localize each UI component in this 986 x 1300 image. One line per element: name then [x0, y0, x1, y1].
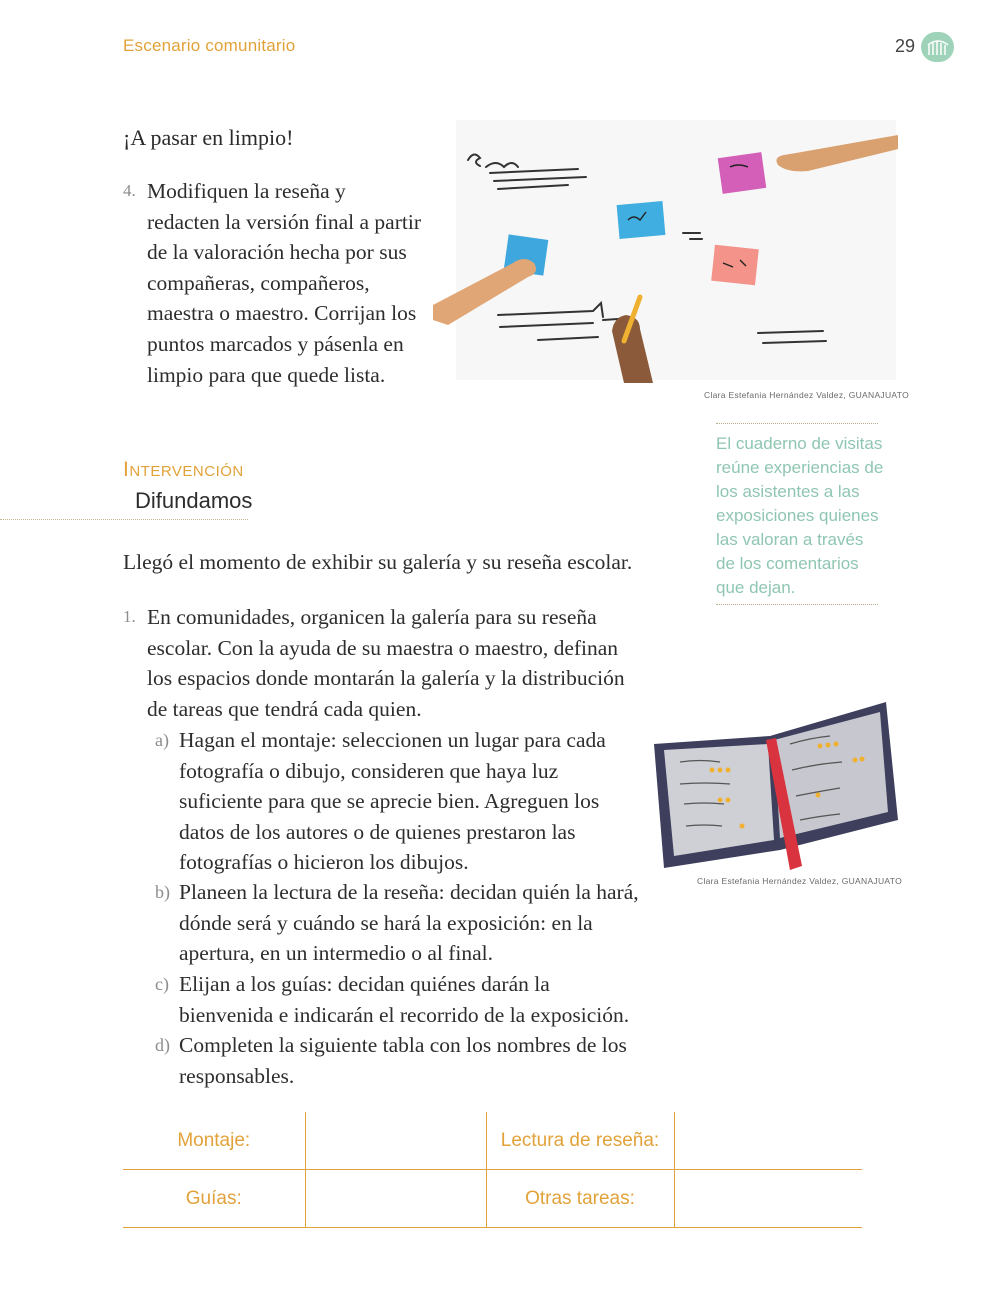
table-label: Otras tareas: — [486, 1170, 674, 1228]
table-row — [123, 1112, 862, 1170]
item-text: Modifiquen la reseña y redacten la versión final a partir de la valoración hecha por sus compañeras, compañeros, maestra o maestro. Corrijan los puntos marcados y pásenla en limpio para que quede lista. — [147, 179, 421, 387]
activity-item-1 — [123, 602, 643, 724]
table-label: Guías: — [123, 1170, 305, 1228]
item-number: 4. — [123, 181, 136, 200]
guest-book-illustration — [650, 700, 900, 872]
table-label: Lectura de reseña: — [486, 1112, 674, 1170]
side-note: El cuaderno de visitas reúne experiencias de los asistentes a las exposiciones quienes las valoran a través de los comentarios que dejan. — [716, 434, 884, 597]
item-text: En comunidades, organicen la galería para su reseña escolar. Con la ayuda de su maestra o maestro, definan los espacios donde montarán la galería y la distribución de tareas que tendrá cada quien. — [147, 605, 625, 721]
table-answer-cell[interactable] — [305, 1112, 486, 1170]
responsibilities-table — [123, 1112, 862, 1228]
illustration-credit: Clara Estefania Hernández Valdez, GUANAJUATO — [697, 876, 903, 886]
pass-clean-heading: ¡A pasar en limpio! — [123, 125, 294, 150]
section-title: Difundamos — [135, 488, 253, 513]
table-answer-cell[interactable] — [674, 1112, 862, 1170]
subitem-text: Hagan el montaje: seleccionen un lugar para cada fotografía o dibujo, consideren que haya luz suficiente para que se aprecie bien. Agreguen los datos de los autores o de quienes prestaron las fotografías o hicieron los dibujos. — [179, 728, 606, 875]
subitem-text: Planeen la lectura de la reseña: decidan quién la hará, dónde será y cuándo se hará la exposición: en la apertura, en un intermedio o al final. — [179, 880, 639, 966]
subitem-b — [155, 877, 645, 969]
subitem-c — [155, 969, 645, 1030]
book-logo-icon — [921, 32, 954, 62]
section-kicker: Intervención — [123, 458, 244, 481]
illustration-credit: Clara Estefania Hernández Valdez, GUANAJUATO — [704, 390, 910, 400]
page-number: 29 — [895, 36, 916, 56]
subitem-text: Completen la siguiente tabla con los nombres de los responsables. — [179, 1033, 627, 1088]
table-label: Montaje: — [123, 1112, 305, 1170]
subitem-letter: d) — [155, 1035, 170, 1055]
subitem-letter: b) — [155, 882, 170, 902]
subitem-a — [155, 725, 645, 878]
intro-paragraph: Llegó el momento de exhibir su galería y su reseña escolar. — [123, 550, 633, 574]
table-row — [123, 1170, 862, 1228]
section-divider — [0, 519, 248, 520]
running-header: Escenario comunitario — [123, 36, 296, 55]
note-divider-bottom — [716, 604, 878, 605]
subitem-letter: a) — [155, 730, 169, 750]
table-answer-cell[interactable] — [305, 1170, 486, 1228]
subitem-letter: c) — [155, 974, 169, 994]
note-divider-top — [716, 423, 878, 424]
sticky-notes-illustration — [428, 115, 898, 387]
item-number: 1. — [123, 607, 136, 626]
activity-item-4 — [123, 176, 423, 390]
subitem-text: Elijan a los guías: decidan quiénes darán la bienvenida e indicarán el recorrido de la exposición. — [179, 972, 630, 1027]
table-answer-cell[interactable] — [674, 1170, 862, 1228]
subitem-d — [155, 1030, 645, 1091]
